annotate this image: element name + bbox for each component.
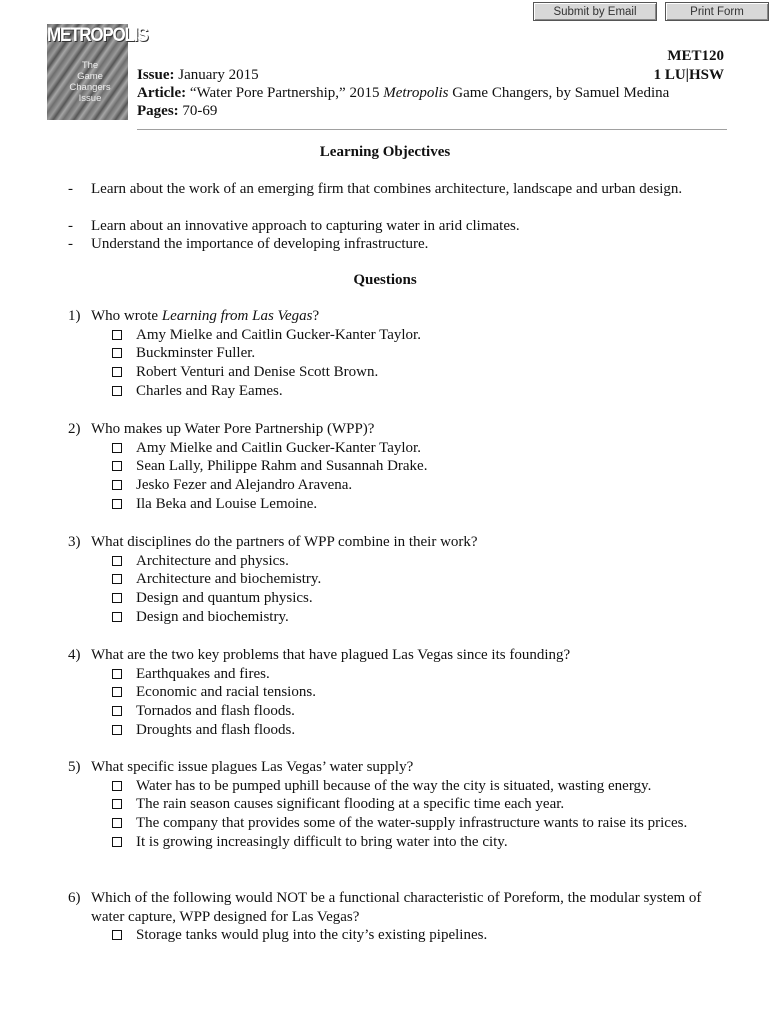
option-label: Design and quantum physics. [136,590,313,607]
cover-caption [65,60,115,104]
question-4 [68,646,728,740]
option-label: Amy Mielke and Caitlin Gucker-Kanter Taylor. [136,326,421,343]
checkbox[interactable] [112,706,122,716]
option-label: The rain season causes significant flooding at a specific time each year. [136,796,565,813]
bullet-dash: - [68,236,73,252]
question-text: What specific issue plagues Las Vegas’ water supply? [91,759,414,775]
option-label: Water has to be pumped uphill because of the way the city is situated, wasting energy. [136,777,652,794]
question-5 [68,758,728,852]
option-label: Droughts and flash floods. [136,722,296,739]
issue-label: Issue: [137,67,175,83]
bullet-dash: - [68,218,73,234]
answer-option[interactable] [112,721,728,740]
cover-caption-line: Changers [69,82,111,93]
cover-caption-line: Game [77,71,103,82]
objective-item [68,235,708,254]
question-3 [68,533,728,627]
checkbox[interactable] [112,837,122,847]
checkbox[interactable] [112,781,122,791]
checkbox[interactable] [112,386,122,396]
option-label: Ila Beka and Louise Lemoine. [136,496,318,513]
question-number: 3) [68,534,81,550]
checkbox[interactable] [112,348,122,358]
option-label: Robert Venturi and Denise Scott Brown. [136,364,379,381]
option-label: Buckminster Fuller. [136,345,256,362]
question-6 [68,889,728,945]
objective-item [68,180,708,199]
question-text: What disciplines do the partners of WPP combine in their work? [91,534,478,550]
answer-option[interactable] [112,795,728,814]
header-divider [137,129,727,130]
checkbox[interactable] [112,612,122,622]
answer-option[interactable] [112,814,728,833]
option-label: Tornados and flash floods. [136,703,295,720]
question-1 [68,307,728,401]
objective-text: Learn about the work of an emerging firm that combines architecture, landscape and urban design. [91,181,683,197]
magazine-cover-image [47,23,148,120]
checkbox[interactable] [112,461,122,471]
question-number: 6) [68,890,81,906]
cover-logo: METROPOLIS [47,23,148,46]
checkbox[interactable] [112,799,122,809]
answer-option[interactable] [112,683,728,702]
bullet-dash: - [68,181,73,197]
question-number: 2) [68,421,81,437]
article-label: Article: [137,85,187,101]
question-number: 1) [68,308,81,324]
submit-by-email-button[interactable]: Submit by Email [533,2,657,21]
questions-heading: Questions [353,272,417,288]
article-line [137,84,669,102]
question-text: Which of the following would NOT be a functional characteristic of Poreform, the modular system of water capture, WPP designed for Las Vegas? [91,890,702,925]
checkbox[interactable] [112,556,122,566]
cover-caption-line: Issue [78,93,102,104]
cover-caption-line: The [81,60,99,71]
checkbox[interactable] [112,930,122,940]
option-label: Design and biochemistry. [136,609,289,626]
article-title: “Water Pore Partnership,” 2015 [186,85,384,101]
pages-line [137,102,217,120]
issue-line [137,66,259,84]
question-text: Who makes up Water Pore Partnership (WPP)? [91,421,375,437]
option-label: Earthquakes and fires. [136,665,270,682]
checkbox[interactable] [112,818,122,828]
course-code: MET120 [667,48,724,64]
option-label: The company that provides some of the water-supply infrastructure wants to raise its prices. [136,815,688,832]
answer-option[interactable] [112,344,728,363]
checkbox[interactable] [112,443,122,453]
credit-info: 1 LU|HSW [653,67,724,83]
answer-option[interactable] [112,833,728,852]
question-text: Who wrote Learning from Las Vegas? [91,308,320,324]
answer-option[interactable] [112,665,728,684]
checkbox[interactable] [112,367,122,377]
answer-option[interactable] [112,363,728,382]
answer-option[interactable] [112,552,728,571]
option-label: Architecture and biochemistry. [136,571,322,588]
checkbox[interactable] [112,669,122,679]
answer-option[interactable] [112,702,728,721]
print-form-button[interactable]: Print Form [665,2,769,21]
publication-name: Metropolis [383,85,449,101]
checkbox[interactable] [112,499,122,509]
option-label: Storage tanks would plug into the city’s existing pipelines. [136,927,488,943]
answer-option[interactable] [112,570,728,589]
objective-text: Learn about an innovative approach to capturing water in arid climates. [91,218,520,234]
option-label: Amy Mielke and Caitlin Gucker-Kanter Taylor. [136,439,421,456]
answer-option[interactable] [112,457,728,476]
checkbox[interactable] [112,574,122,584]
answer-option[interactable] [112,439,728,458]
book-title: Learning from Las Vegas [161,308,313,324]
checkbox[interactable] [112,687,122,697]
checkbox[interactable] [112,593,122,603]
answer-option[interactable] [112,777,728,796]
answer-option[interactable] [112,495,728,514]
answer-option[interactable] [112,476,728,495]
pages-label: Pages: [137,103,179,119]
checkbox[interactable] [112,480,122,490]
option-label: Architecture and physics. [136,552,289,569]
objective-text: Understand the importance of developing infrastructure. [91,236,429,252]
option-label: Economic and racial tensions. [136,684,316,701]
issue-value: January 2015 [174,67,259,83]
question-text: What are the two key problems that have plagued Las Vegas since its founding? [91,647,571,663]
answer-option[interactable] [112,382,728,401]
objective-item [68,217,708,236]
option-label: Charles and Ray Eames. [136,383,283,400]
checkbox[interactable] [112,330,122,340]
answer-option[interactable] [112,326,728,345]
answer-option[interactable] [112,608,728,627]
option-label: Sean Lally, Philippe Rahm and Susannah Drake. [136,458,428,475]
learning-objectives-heading: Learning Objectives [319,144,451,160]
answer-option[interactable] [112,926,728,945]
question-number: 4) [68,647,81,663]
option-label: It is growing increasingly difficult to bring water into the city. [136,834,508,851]
option-label: Jesko Fezer and Alejandro Aravena. [136,477,353,494]
question-number: 5) [68,759,81,775]
article-byline: Game Changers, by Samuel Medina [448,85,670,101]
answer-option[interactable] [112,589,728,608]
question-2 [68,420,728,514]
checkbox[interactable] [112,725,122,735]
pages-value: 70-69 [178,103,218,119]
